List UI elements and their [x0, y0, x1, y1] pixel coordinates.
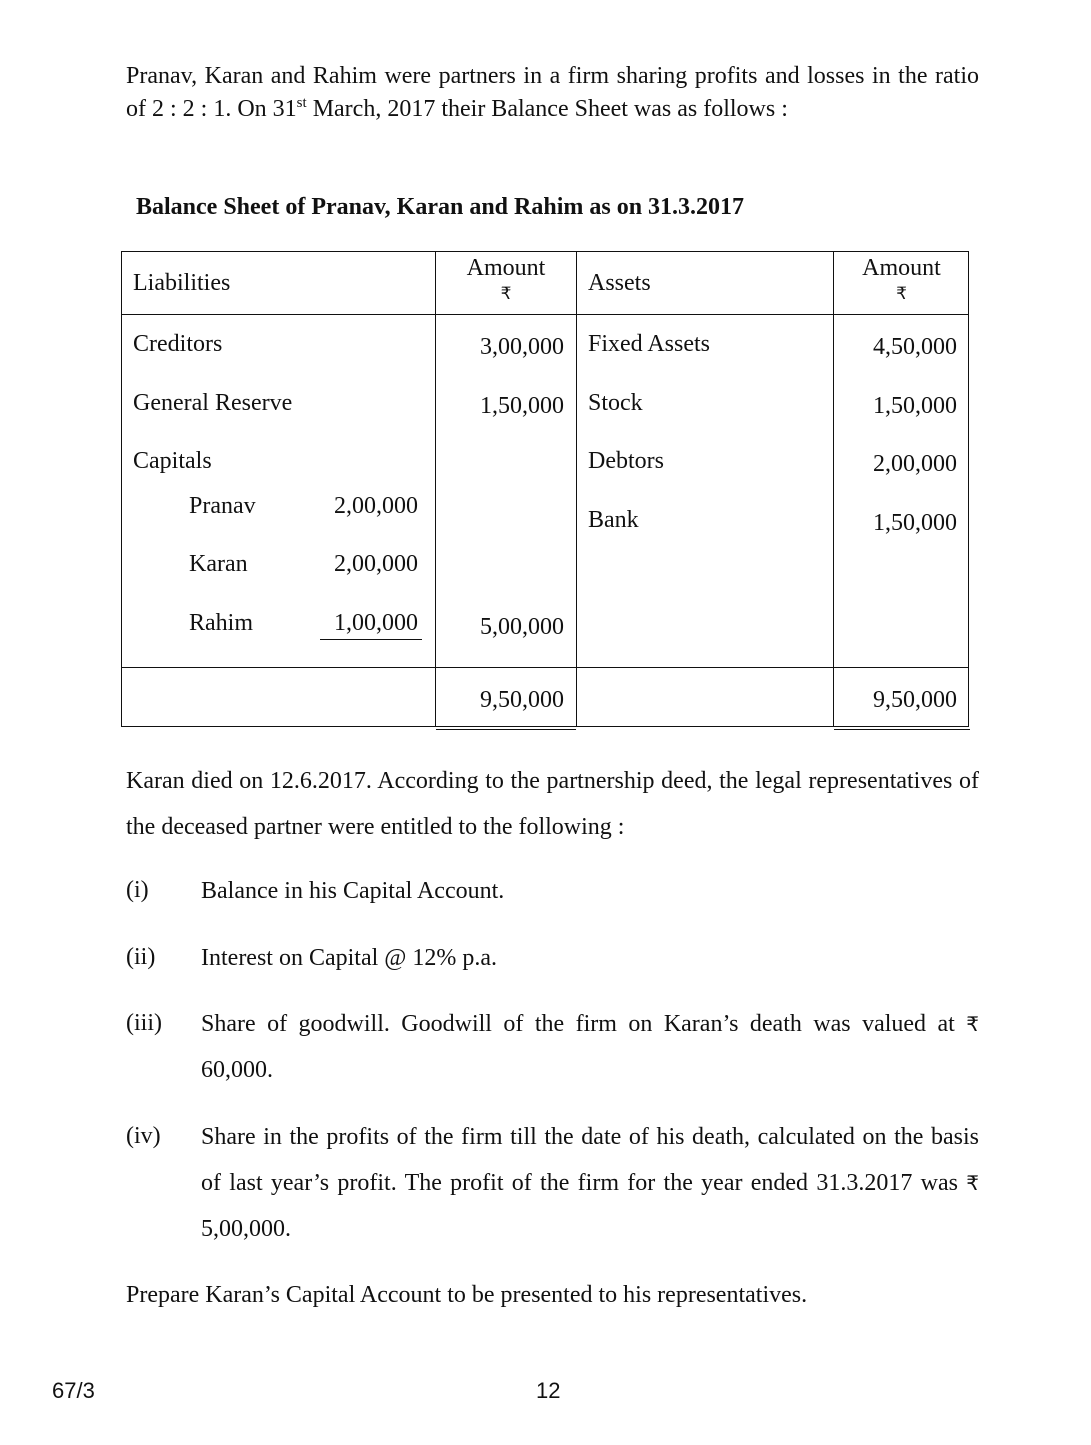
entitlement-label: (ii) — [126, 944, 156, 970]
column-divider — [833, 251, 834, 727]
header-assets: Assets — [588, 270, 651, 296]
rupee-icon: ₹ — [966, 1012, 979, 1036]
asset-label: Stock — [588, 390, 643, 416]
column-divider — [576, 251, 577, 727]
asset-label: Debtors — [588, 448, 664, 474]
liability-general-reserve-amount: 1,50,000 — [480, 393, 564, 419]
liability-creditors-amount: 3,00,000 — [480, 334, 564, 360]
partner-capital: 1,00,000 — [334, 610, 418, 636]
asset-amount: 1,50,000 — [873, 393, 957, 419]
asset-label: Fixed Assets — [588, 331, 711, 357]
intro-text-a: Pranav, Karan and Rahim were partners in a firm sharing profits and losses in the ratio of 2 : 2 : 1. On 31 — [126, 63, 979, 122]
asset-amount: 1,50,000 — [873, 510, 957, 536]
entitlement-text-a: Share in the profits of the firm till the date of his death, calculated on the basis of last year’s profit. The profit of the firm for the year ended 31.3.2017 was — [201, 1124, 979, 1196]
header-amount-label: Amount — [862, 255, 941, 281]
table-border — [121, 251, 969, 727]
balance-sheet-title: Balance Sheet of Pranav, Karan and Rahim as on 31.3.2017 — [136, 194, 745, 220]
liability-creditors-label: Creditors — [133, 331, 223, 357]
page-number: 12 — [536, 1378, 561, 1403]
entitlement-label: (i) — [126, 877, 149, 903]
rupee-icon: ₹ — [966, 1171, 979, 1195]
partner-name: Karan — [189, 551, 248, 577]
partner-name: Pranav — [189, 493, 256, 519]
header-divider — [121, 314, 969, 315]
death-paragraph: Karan died on 12.6.2017. According to the partnership deed, the legal representatives of the deceased partner were entitled to the following : — [126, 768, 979, 840]
entitlement-label: (iii) — [126, 1010, 162, 1036]
header-amount-assets — [834, 255, 969, 307]
entitlement-label: (iv) — [126, 1123, 161, 1149]
entitlement-text-b: 5,00,000. — [201, 1216, 291, 1242]
liabilities-total: 9,50,000 — [480, 687, 564, 713]
conclusion-paragraph: Prepare Karan’s Capital Account to be presented to his representatives. — [126, 1282, 808, 1308]
entitlement-text: Balance in his Capital Account. — [201, 878, 505, 904]
total-double-underline — [834, 729, 970, 730]
liability-capitals-total: 5,00,000 — [480, 614, 564, 640]
entitlement-text: Interest on Capital @ 12% p.a. — [201, 945, 498, 971]
header-amount-label: Amount — [466, 255, 546, 281]
subtotal-underline — [320, 639, 422, 640]
partner-capital: 2,00,000 — [334, 551, 418, 577]
entitlement-text — [201, 1114, 979, 1252]
intro-superscript: st — [296, 95, 307, 111]
liability-capitals-label: Capitals — [133, 448, 212, 474]
rupee-icon: ₹ — [500, 284, 512, 304]
asset-amount: 2,00,000 — [873, 451, 957, 477]
asset-amount: 4,50,000 — [873, 334, 957, 360]
partner-capital: 2,00,000 — [334, 493, 418, 519]
balance-sheet-table — [121, 251, 969, 727]
paper-code: 67/3 — [52, 1378, 95, 1403]
header-amount-liabilities — [436, 255, 576, 307]
asset-label: Bank — [588, 507, 639, 533]
column-divider — [435, 251, 436, 727]
totals-divider — [121, 667, 969, 668]
entitlement-text — [201, 1001, 979, 1093]
intro-paragraph — [126, 60, 979, 126]
partner-name: Rahim — [189, 610, 253, 636]
total-double-underline — [436, 729, 576, 730]
liability-general-reserve-label: General Reserve — [133, 390, 293, 416]
entitlement-text-b: 60,000. — [201, 1057, 273, 1083]
assets-total: 9,50,000 — [873, 687, 957, 713]
entitlement-text-a: Share of goodwill. Goodwill of the firm on Karan’s death was valued at — [201, 1011, 967, 1037]
intro-text-b: March, 2017 their Balance Sheet was as follows : — [306, 96, 788, 122]
rupee-icon: ₹ — [896, 284, 907, 304]
header-liabilities: Liabilities — [133, 270, 231, 296]
